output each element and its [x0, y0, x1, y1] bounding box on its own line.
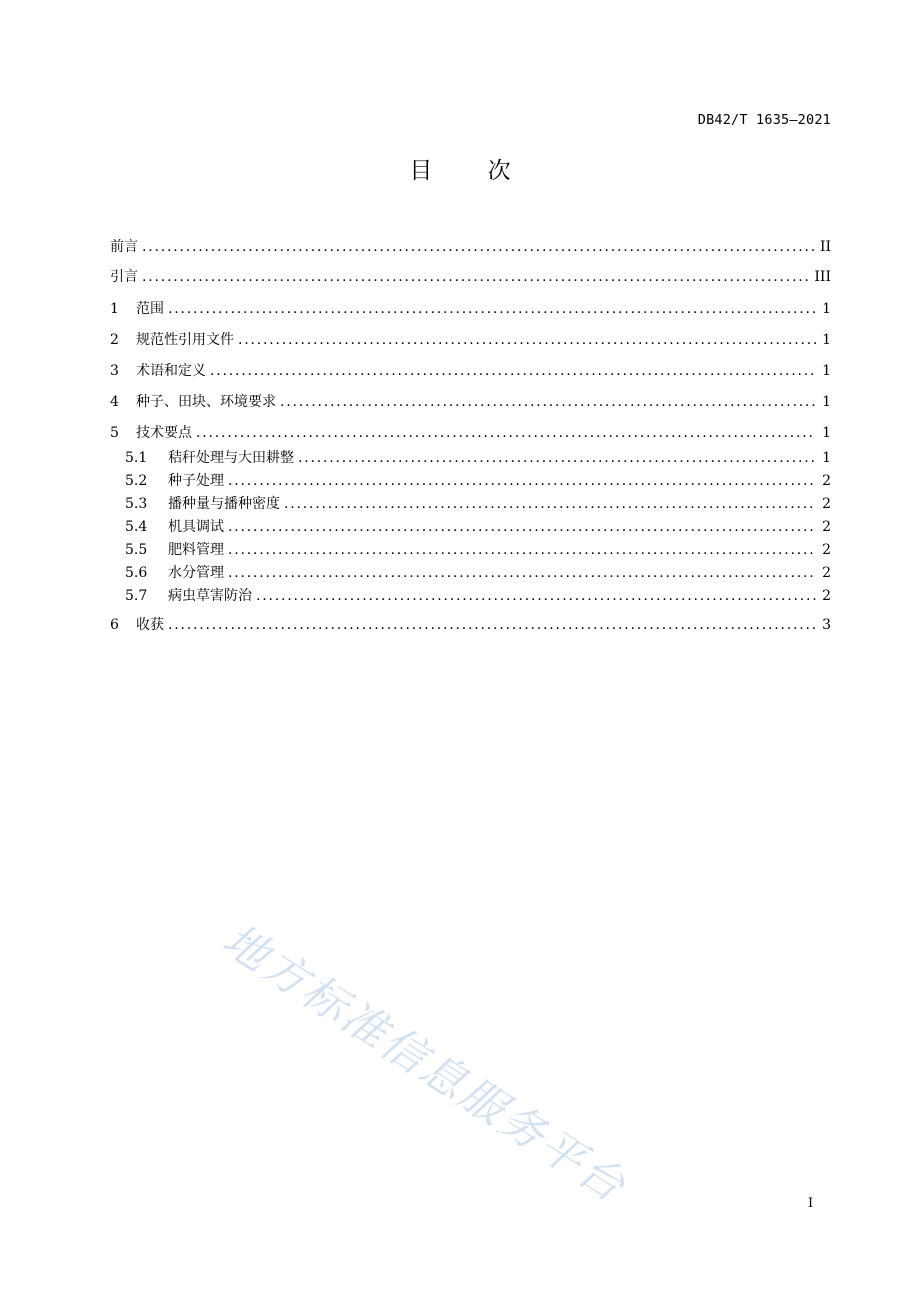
toc-entry-label: 收获 — [136, 617, 164, 633]
toc-entry-label: 引言 — [110, 269, 138, 285]
toc-entry-page: 2 — [822, 496, 831, 512]
toc-entry[interactable] — [110, 539, 831, 559]
toc-dot-leader — [168, 301, 816, 317]
toc-dot-leader — [228, 473, 816, 489]
toc-entry[interactable] — [110, 391, 831, 411]
toc-entry-label: 机具调试 — [168, 519, 224, 535]
toc-entry-number: 2 — [110, 332, 119, 348]
toc-entry-page: 1 — [822, 394, 831, 410]
toc-entry[interactable] — [110, 360, 831, 380]
toc-entry-label: 病虫草害防治 — [168, 588, 252, 604]
toc-entry-number: 5.4 — [125, 519, 148, 535]
toc-entry-label: 范围 — [136, 301, 164, 317]
toc-entry-label: 术语和定义 — [136, 363, 206, 379]
toc-entry-number: 5.7 — [125, 588, 148, 604]
toc-entry[interactable] — [110, 236, 831, 256]
toc-entry-number: 5.6 — [125, 565, 148, 581]
toc-entry-label: 种子处理 — [168, 473, 224, 489]
toc-entry-label: 肥料管理 — [168, 542, 224, 558]
toc-entry-number: 5.2 — [125, 473, 148, 489]
toc-entry-label: 规范性引用文件 — [136, 332, 234, 348]
toc-entry-label: 前言 — [110, 239, 138, 255]
toc-dot-leader — [142, 269, 808, 285]
watermark: 地方标准信息服务平台 — [213, 914, 636, 1214]
toc-dot-leader — [238, 332, 816, 348]
toc-entry[interactable] — [110, 585, 831, 605]
toc-entry-page: 2 — [822, 588, 831, 604]
toc-entry[interactable] — [110, 562, 831, 582]
toc-dot-leader — [256, 588, 816, 604]
toc-entry-page: 2 — [822, 565, 831, 581]
toc-entry-page: 1 — [822, 425, 831, 441]
toc-dot-leader — [142, 239, 814, 255]
toc-entry[interactable] — [110, 266, 831, 286]
toc-entry-page: 1 — [822, 301, 831, 317]
toc-entry-page: III — [814, 269, 831, 285]
toc-dot-leader — [228, 542, 816, 558]
toc-entry[interactable] — [110, 447, 831, 467]
toc-entry-number: 1 — [110, 301, 119, 317]
toc-entry[interactable] — [110, 329, 831, 349]
toc-entry-page: 2 — [822, 542, 831, 558]
toc-entry-number: 5.3 — [125, 496, 148, 512]
toc-entry-label: 秸秆处理与大田耕整 — [168, 450, 294, 466]
toc-dot-leader — [228, 519, 816, 535]
toc-entry[interactable] — [110, 614, 831, 634]
toc-entry-page: 2 — [822, 473, 831, 489]
toc-entry-page: 1 — [822, 363, 831, 379]
toc-dot-leader — [228, 565, 816, 581]
toc-entry[interactable] — [110, 493, 831, 513]
toc-dot-leader — [168, 617, 816, 633]
toc-title — [0, 152, 920, 185]
toc-dot-leader — [284, 496, 816, 512]
toc-title-char-2: 次 — [487, 158, 511, 184]
toc-entry-page: 3 — [822, 617, 831, 633]
toc-entry[interactable] — [110, 516, 831, 536]
toc-entry-page: 1 — [822, 450, 831, 466]
toc-entry-label: 技术要点 — [136, 425, 192, 441]
toc-entry[interactable] — [110, 470, 831, 490]
toc-dot-leader — [196, 425, 816, 441]
toc-entry-number: 5.5 — [125, 542, 148, 558]
toc-entry-number: 6 — [110, 617, 119, 633]
toc-entry-number: 5.1 — [125, 450, 148, 466]
toc-entry-number: 5 — [110, 425, 119, 441]
toc-entry-number: 3 — [110, 363, 119, 379]
toc-entry-page: 2 — [822, 519, 831, 535]
toc-entry[interactable] — [110, 298, 831, 318]
toc-title-char-1: 目 — [409, 158, 433, 184]
toc-entry-page: 1 — [822, 332, 831, 348]
toc-entry-label: 种子、田块、环境要求 — [136, 394, 276, 410]
toc-entry-label: 水分管理 — [168, 565, 224, 581]
toc-entry-page: II — [819, 239, 831, 255]
toc-dot-leader — [298, 450, 816, 466]
toc-entry-number: 4 — [110, 394, 119, 410]
toc-entry[interactable] — [110, 422, 831, 442]
toc-entry-label: 播种量与播种密度 — [168, 496, 280, 512]
page-number: I — [808, 1196, 814, 1211]
standard-code: DB42/T 1635—2021 — [697, 112, 831, 128]
toc-dot-leader — [210, 363, 816, 379]
toc-dot-leader — [280, 394, 816, 410]
